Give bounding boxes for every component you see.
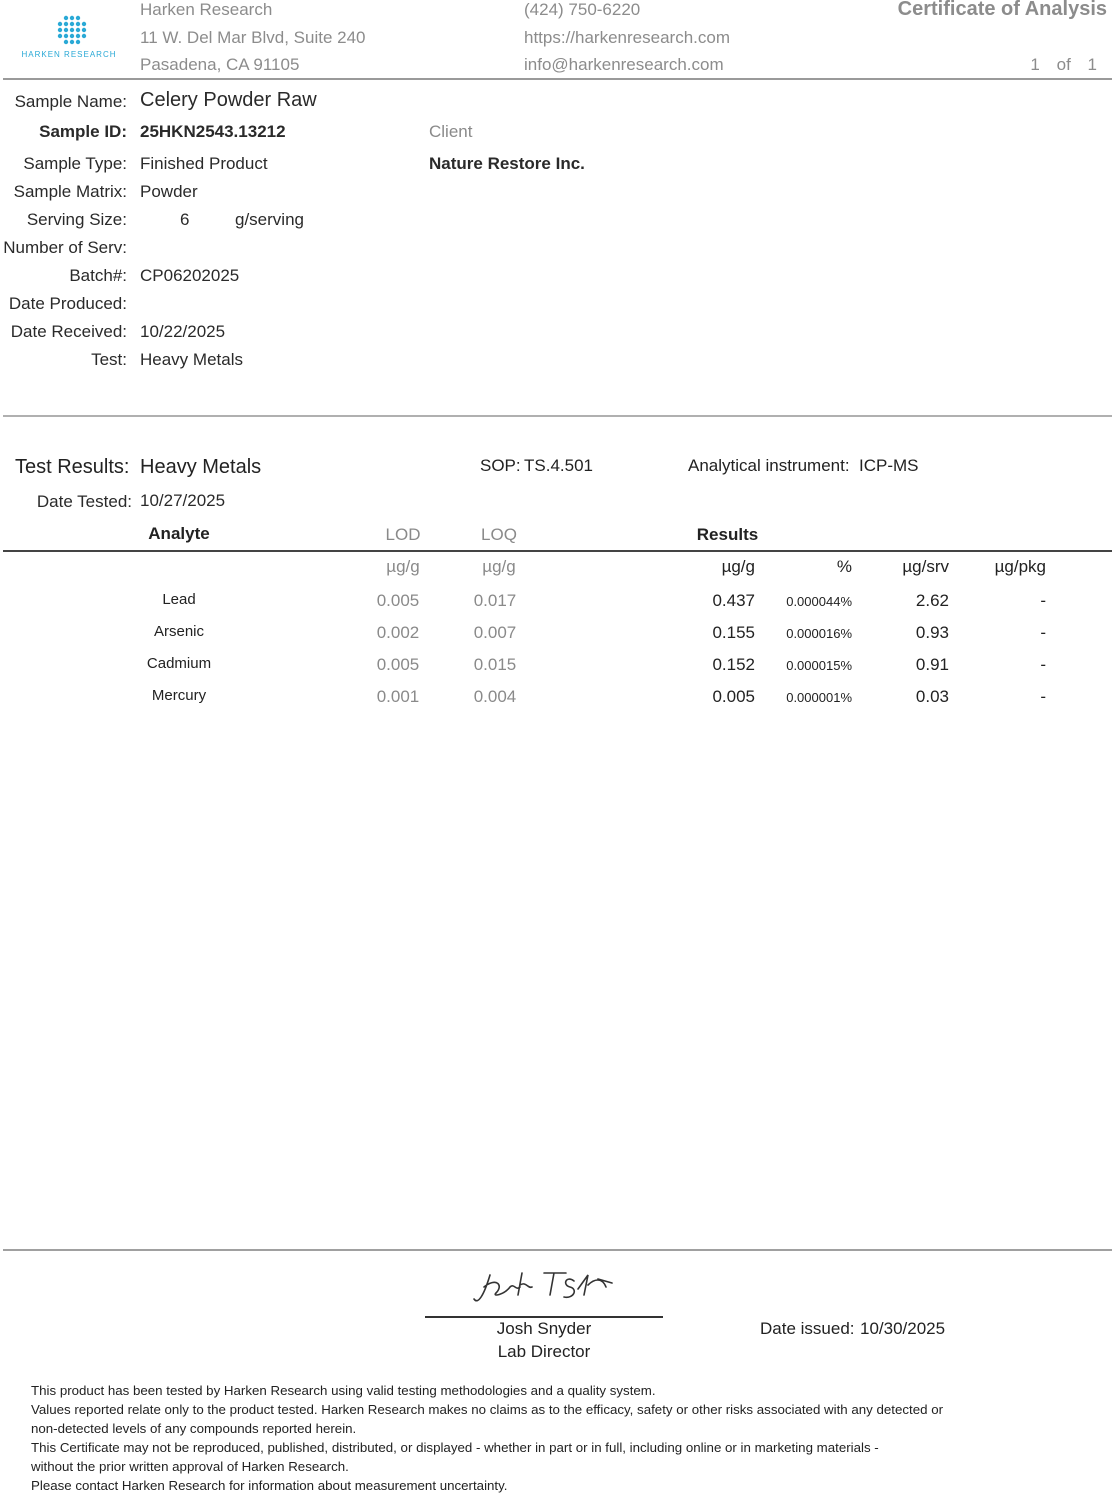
result-srv: 2.62 — [915, 591, 949, 610]
lod-value: 0.005 — [376, 655, 420, 674]
sample-name-label: Sample Name: — [14, 92, 127, 111]
date-issued-label: Date issued: — [760, 1319, 855, 1338]
result-srv: 0.03 — [915, 687, 949, 706]
result-srv: 0.91 — [915, 655, 949, 674]
logo — [2, 12, 136, 62]
date-received-value: 10/22/2025 — [140, 322, 226, 341]
serving-size-unit: g/serving — [235, 210, 304, 229]
disclaimer-line: without the prior written approval of Harken Research. — [31, 1459, 349, 1474]
result-srv: 0.93 — [915, 623, 949, 642]
number-of-servings-label: Number of Serv: — [3, 238, 127, 257]
footer-divider — [3, 1249, 1112, 1251]
results-title-label: Test Results: — [15, 456, 130, 478]
sample-type-value: Finished Product — [140, 154, 268, 173]
page-of: of — [1056, 55, 1071, 74]
unit-pkg: µg/pkg — [994, 557, 1046, 576]
result-pct: 0.000015% — [786, 658, 852, 673]
loq-value: 0.004 — [473, 687, 517, 706]
batch-value: CP06202025 — [140, 266, 240, 285]
disclaimer-line: This Certificate may not be reproduced, published, distributed, or displayed - whether in part or in full, including online or in marketing materials - — [31, 1440, 879, 1455]
result-ugg: 0.152 — [712, 655, 755, 674]
header-divider — [3, 78, 1112, 80]
lod-value: 0.001 — [376, 687, 420, 706]
serving-size-value: 6 — [180, 210, 190, 229]
result-pct: 0.000016% — [786, 626, 852, 641]
date-produced-label: Date Produced: — [8, 294, 127, 313]
disclaimer-line: Values reported relate only to the product tested. Harken Research makes no claims as to the efficacy, safety or other risks associated with any detected or — [31, 1402, 944, 1417]
date-issued-value: 10/30/2025 — [860, 1319, 946, 1338]
website-link[interactable]: https://harkenresearch.com — [524, 28, 730, 47]
serving-size-label: Serving Size: — [26, 210, 127, 229]
sop-label: SOP: — [480, 456, 521, 475]
column-header-analyte: Analyte — [148, 524, 210, 543]
loq-value: 0.015 — [473, 655, 517, 674]
column-header-lod: LOD — [385, 525, 421, 544]
result-pkg: - — [1040, 655, 1046, 674]
sample-name-value: Celery Powder Raw — [140, 89, 317, 111]
disclaimer-line: non-detected levels of any compounds reported herein. — [31, 1421, 357, 1436]
logo-grid-icon — [2, 12, 136, 50]
sample-id-label: Sample ID: — [39, 122, 127, 141]
batch-label: Batch#: — [69, 266, 127, 285]
column-header-loq: LOQ — [481, 525, 517, 544]
unit-ugg: µg/g — [721, 557, 755, 576]
sample-divider — [3, 415, 1112, 417]
sample-id-value: 25HKN2543.13212 — [140, 122, 286, 141]
result-ugg: 0.437 — [712, 591, 755, 610]
column-header-results: Results — [696, 525, 759, 544]
lod-value: 0.002 — [376, 623, 420, 642]
signature-image — [470, 1265, 630, 1315]
document-title: Certificate of Analysis — [897, 0, 1107, 20]
loq-value: 0.007 — [473, 623, 517, 642]
unit-pct: % — [836, 557, 852, 576]
analyte-name: Mercury — [151, 687, 207, 704]
date-tested-label: Date Tested: — [36, 492, 132, 511]
result-pct: 0.000044% — [786, 594, 852, 609]
sample-matrix-label: Sample Matrix: — [13, 182, 127, 201]
logo-text: HARKEN RESEARCH — [21, 50, 117, 59]
instrument-label: Analytical instrument: — [688, 456, 850, 475]
sop-value: TS.4.501 — [524, 456, 593, 475]
disclaimer-line: This product has been tested by Harken Research using valid testing methodologies and a quality system. — [31, 1383, 656, 1398]
client-label: Client — [429, 122, 473, 141]
address-line-2: Pasadena, CA 91105 — [140, 55, 300, 74]
unit-loq: µg/g — [482, 557, 516, 576]
address-line-1: 11 W. Del Mar Blvd, Suite 240 — [140, 28, 366, 47]
disclaimer-line: Please contact Harken Research for information about measurement uncertainty. — [31, 1478, 508, 1493]
result-ugg: 0.005 — [712, 687, 755, 706]
unit-lod: µg/g — [386, 557, 420, 576]
test-label: Test: — [91, 350, 127, 369]
page-total: 1 — [1087, 55, 1097, 74]
signer-name: Josh Snyder — [496, 1319, 592, 1338]
page-indicator — [1030, 55, 1097, 75]
results-title-value: Heavy Metals — [140, 456, 262, 478]
phone-number: (424) 750-6220 — [524, 0, 641, 19]
unit-srv: µg/srv — [902, 557, 949, 576]
result-pkg: - — [1040, 623, 1046, 642]
client-name: Nature Restore Inc. — [429, 154, 585, 173]
sample-matrix-value: Powder — [140, 182, 198, 201]
result-pkg: - — [1040, 591, 1046, 610]
instrument-value: ICP-MS — [859, 456, 919, 475]
analyte-name: Cadmium — [146, 655, 212, 672]
result-ugg: 0.155 — [712, 623, 755, 642]
result-pct: 0.000001% — [786, 690, 852, 705]
test-value: Heavy Metals — [140, 350, 243, 369]
signature-line — [425, 1316, 663, 1318]
date-tested-value: 10/27/2025 — [140, 491, 226, 510]
date-received-label: Date Received: — [10, 322, 127, 341]
loq-value: 0.017 — [473, 591, 517, 610]
sample-type-label: Sample Type: — [23, 154, 127, 173]
page-current: 1 — [1030, 55, 1040, 74]
lod-value: 0.005 — [376, 591, 420, 610]
signer-title: Lab Director — [497, 1342, 591, 1361]
company-name: Harken Research — [140, 0, 273, 19]
table-header-divider — [3, 550, 1112, 552]
email-link[interactable]: info@harkenresearch.com — [524, 55, 724, 74]
analyte-name: Arsenic — [153, 623, 205, 640]
analyte-name: Lead — [162, 591, 196, 608]
result-pkg: - — [1040, 687, 1046, 706]
